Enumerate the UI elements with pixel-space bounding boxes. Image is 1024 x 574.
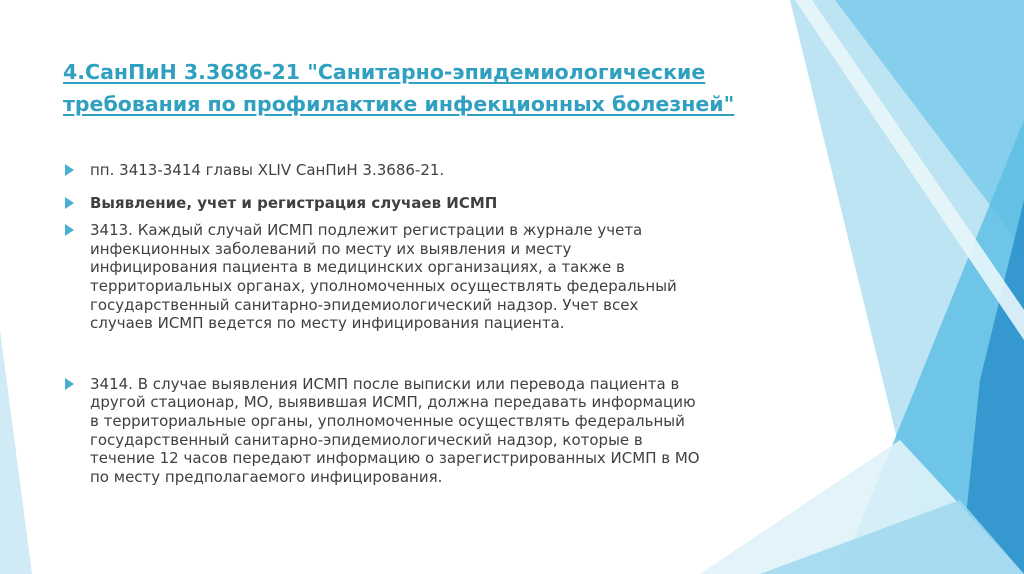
bullet-text: пп. 3413-3414 главы XLIV СанПиН 3.3686-21.	[90, 161, 445, 179]
slide-title: 4.СанПиН 3.3686-21 "Санитарно-эпидемиологические требования по профилактике инфекционных болезней"	[63, 60, 735, 116]
bullet-line: 3413. Каждый случай ИСМП подлежит регистрации в журнале учета	[90, 221, 643, 240]
bullet-text: Выявление, учет и регистрация случаев ИСМП	[90, 193, 498, 212]
bullet-item	[63, 375, 783, 487]
bullet-item	[63, 221, 783, 333]
bullet-line: другой стационар, МО, выявившая ИСМП, должна передавать информацию	[90, 393, 696, 412]
bullet-line: государственный санитарно-эпидемиологический надзор. Учет всех	[90, 295, 639, 314]
bullet-list	[63, 161, 783, 486]
bullet-line: территориальных органах, уполномоченных осуществлять федеральный	[90, 276, 677, 295]
bullet-item	[63, 161, 783, 180]
bullet-line: инфекционных заболеваний по месту их выявления и месту	[90, 239, 572, 258]
bullet-line: течение 12 часов передают информацию о зарегистрированных ИСМП в МО	[90, 449, 700, 468]
bullet-line: в территориальные органы, уполномоченные осуществлять федеральный	[90, 411, 685, 430]
bullet-line: по месту предполагаемого инфицирования.	[90, 467, 443, 486]
bullet-line: 3414. В случае выявления ИСМП после выписки или перевода пациента в	[90, 374, 680, 393]
bullet-line: государственный санитарно-эпидемиологический надзор, которые в	[90, 430, 643, 449]
bullet-arrow-icon	[65, 224, 74, 236]
bullet-arrow-icon	[65, 164, 74, 176]
bullet-arrow-icon	[65, 378, 74, 390]
bullet-item	[63, 194, 783, 213]
bullet-arrow-icon	[65, 197, 74, 209]
bullet-line: инфицирования пациента в медицинских организациях, а также в	[90, 258, 625, 277]
bullet-line: случаев ИСМП ведется по месту инфицирования пациента.	[90, 314, 565, 333]
deco-shape-left	[0, 330, 32, 574]
